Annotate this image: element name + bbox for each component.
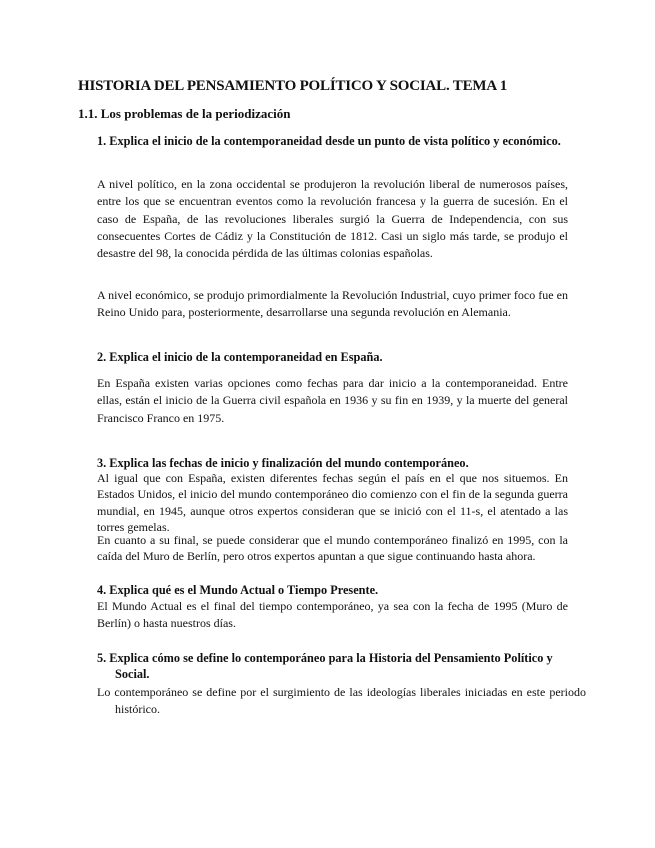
question-1-heading: 1. Explica el inicio de la contemporaneidad desde un punto de vista político y económico.: [97, 134, 561, 148]
section-heading: 1.1. Los problemas de la periodización: [78, 106, 291, 121]
question-1-paragraph-1: A nivel político, en la zona occidental se produjeron la revolución liberal de numerosos países, entre los que se encuentran eventos como la revolución francesa y la guerra de sucesión. En el caso de España, de las revoluciones liberales surgió la Guerra de Independencia, con sus consecuentes Cortes de Cádiz y la Constitución de 1812. Casi un siglo más tarde, se produjo el desastre del 98, la conocida pérdida de las últimas colonias españolas.: [97, 177, 568, 261]
question-5-heading-line-2: Social.: [115, 667, 150, 681]
question-5-heading: [97, 650, 571, 682]
question-1-paragraph-2: A nivel económico, se produjo primordialmente la Revolución Industrial, cuyo primer foco fue en Reino Unido para, posteriormente, desarrollarse una segunda revolución en Alemania.: [97, 288, 568, 320]
question-4-heading: 4. Explica qué es el Mundo Actual o Tiempo Presente.: [97, 583, 379, 597]
question-4-paragraph-1: El Mundo Actual es el final del tiempo contemporáneo, ya sea con la fecha de 1995 (Muro de Berlín) o hasta nuestros días.: [97, 599, 568, 631]
document-title: HISTORIA DEL PENSAMIENTO POLÍTICO Y SOCIAL. TEMA 1: [78, 78, 507, 94]
question-3-heading: 3. Explica las fechas de inicio y finalización del mundo contemporáneo.: [97, 456, 469, 470]
question-2-heading: 2. Explica el inicio de la contemporaneidad en España.: [97, 350, 383, 364]
question-5-heading-line-1: 5. Explica cómo se define lo contemporáneo para la Historia del Pensamiento Político y: [97, 651, 553, 665]
question-3-paragraph-2: En cuanto a su final, se puede considerar que el mundo contemporáneo finalizó en 1995, con la caída del Muro de Berlín, pero otros expertos apuntan a que sigue continuando hasta ahora.: [97, 533, 568, 564]
question-5-paragraph-1: Lo contemporáneo se define por el surgimiento de las ideologías liberales iniciadas en este periodo histórico.: [97, 685, 586, 717]
question-3-paragraph-1: Al igual que con España, existen diferentes fechas según el país en el que nos situemos. En Estados Unidos, el inicio del mundo contemporáneo dio comienzo con el fin de la segunda guerra mundial, en 1945, aunque otros expertos consideran que se inició con el 11-s, el atentado a las torres gemelas.: [97, 471, 568, 534]
question-2-paragraph-1: En España existen varias opciones como fechas para dar inicio a la contemporaneidad. Entre ellas, están el inicio de la Guerra civil española en 1936 y su fin en 1939, y la muerte del general Francisco Franco en 1975.: [97, 376, 568, 425]
